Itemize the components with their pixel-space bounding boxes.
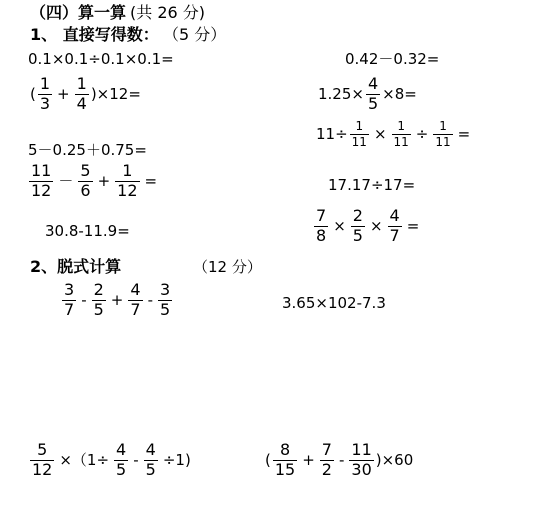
part1-points: （5 分） (163, 25, 227, 44)
divide-sign: ÷ (415, 124, 429, 143)
lead-text: 11÷ (316, 124, 348, 143)
fraction: $\frac{4}{5}$ (367, 74, 379, 113)
fraction: $\frac{3}{7}$ (64, 280, 75, 319)
times-sign: × (333, 216, 346, 235)
part2-title: 2、脱式计算 (30, 257, 122, 276)
mid-text: ×（1÷ (59, 450, 110, 469)
fraction: $\frac{1}{12}$ (117, 161, 138, 200)
problem-4 (318, 76, 417, 113)
calc-problem-2: 3.65×102-7.3 (282, 294, 386, 312)
times-sign: × (369, 216, 383, 235)
problem-7 (27, 163, 160, 200)
minus-sign: - (147, 290, 153, 309)
problem-10 (312, 208, 422, 245)
fraction: $\frac{1}{4}$ (76, 74, 87, 113)
minus-sign: － (58, 171, 74, 190)
paren-open: ( (265, 450, 271, 469)
problem-3 (30, 76, 141, 113)
fraction: $\frac{1}{3}$ (39, 74, 51, 113)
fraction: $\frac{11}{12}$ (31, 161, 52, 200)
fraction: $\frac{1}{11}$ (435, 119, 451, 149)
fraction: $\frac{4}{7}$ (130, 280, 141, 319)
lead-text: 1.25× (318, 84, 364, 103)
calc-problem-3 (28, 442, 194, 479)
fraction: $\frac{7}{8}$ (316, 206, 327, 245)
fraction: $\frac{11}{30}$ (351, 440, 372, 479)
plus-sign: + (302, 450, 315, 469)
equals-sign: = (406, 216, 420, 235)
problem-5: 5－0.25＋0.75= (28, 141, 147, 159)
tail-text: ÷1) (162, 450, 191, 469)
times-sign: × (373, 124, 387, 143)
fraction: $\frac{5}{6}$ (80, 161, 91, 200)
fraction: $\frac{4}{5}$ (145, 440, 156, 479)
plus-sign: + (57, 84, 70, 103)
fraction: $\frac{2}{5}$ (93, 280, 104, 319)
fraction: $\frac{8}{15}$ (274, 440, 296, 479)
plus-sign: + (110, 290, 124, 309)
equals-sign: = (144, 171, 158, 190)
fraction: $\frac{4}{5}$ (116, 440, 127, 479)
fraction: $\frac{2}{5}$ (352, 206, 363, 245)
fraction: $\frac{1}{11}$ (351, 119, 367, 149)
part1-title: 1、 直接写得数： (30, 25, 159, 44)
problem-8: 17.17÷17= (328, 176, 416, 194)
fraction: $\frac{4}{7}$ (389, 206, 400, 245)
tail-text: )×12= (90, 84, 141, 103)
fraction: $\frac{3}{5}$ (159, 280, 171, 319)
problem-9: 30.8-11.9= (45, 222, 130, 240)
minus-sign: - (81, 290, 87, 309)
fraction: $\frac{7}{2}$ (321, 440, 332, 479)
plus-sign: + (97, 171, 111, 190)
section-points: (共 26 分) (130, 3, 206, 22)
minus-sign: - (338, 450, 345, 469)
problem-2: 0.42－0.32= (345, 50, 440, 68)
fraction: $\frac{1}{11}$ (393, 119, 409, 149)
part2-points: （12 分） (193, 258, 262, 276)
fraction: $\frac{5}{12}$ (32, 440, 53, 479)
paren-open: ( (30, 84, 36, 103)
problem-1: 0.1×0.1÷0.1×0.1= (28, 50, 174, 68)
tail-text: )×60 (375, 450, 414, 469)
equals-sign: = (457, 124, 471, 143)
tail-text: ×8= (382, 84, 417, 103)
problem-6 (316, 120, 473, 148)
calc-problem-4 (265, 442, 413, 479)
minus-sign: - (133, 450, 139, 469)
calc-problem-1 (60, 282, 174, 319)
section-title: （四）算一算 (30, 3, 127, 22)
